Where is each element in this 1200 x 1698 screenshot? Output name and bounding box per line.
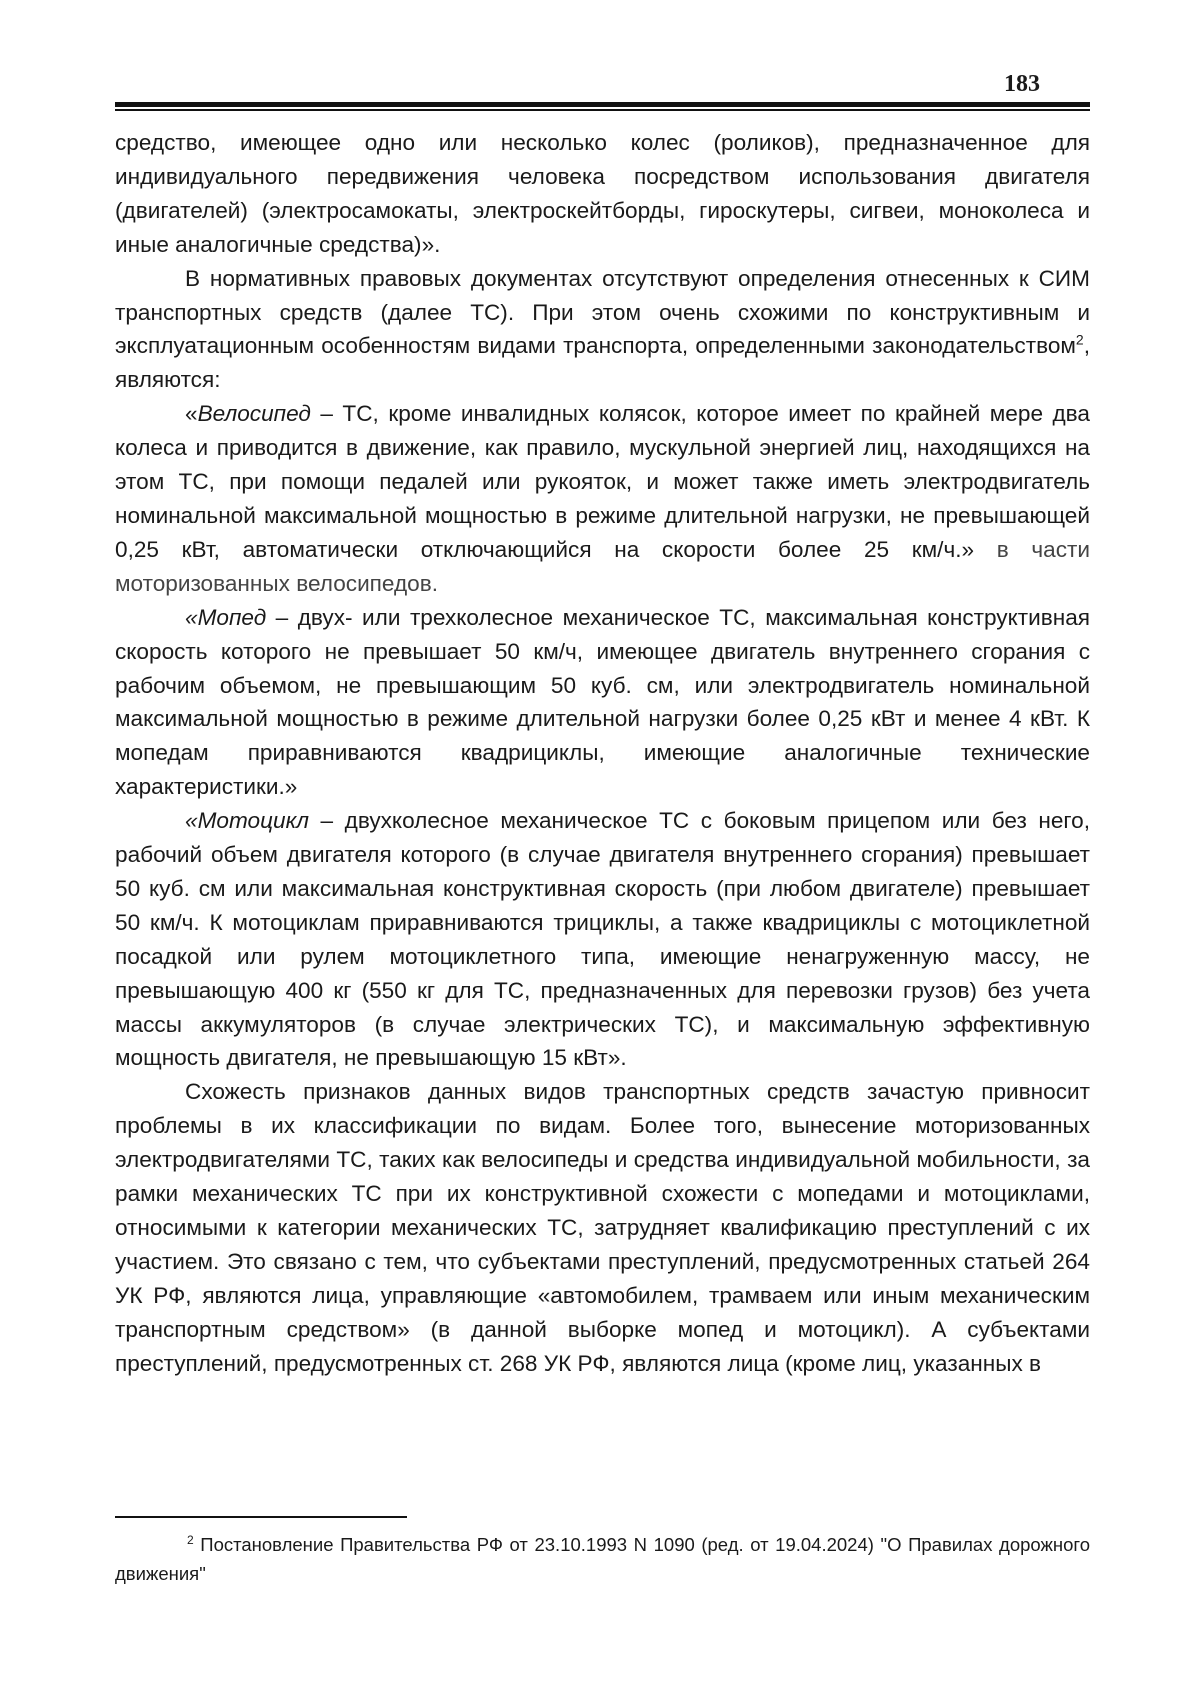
paragraph-motorcycle-definition <box>115 804 1090 1075</box>
footnote-text: Постановление Правительства РФ от 23.10.1993 N 1090 (ред. от 19.04.2024) "О Правилах дорожного движения" <box>115 1534 1090 1584</box>
moped-definition-text: – двух- или трехколесное механическое ТС, максимальная конструктивная скорость которого не превышает 50 км/ч, имеющее двигатель внутреннего сгорания с рабочим объемом, не превышающим 50 куб. см, или электродвигатель номинальной максимальной мощностью в режиме длительной нагрузки более 0,25 кВт и менее 4 кВт. К мопедам приравниваются квадрициклы, имеющие аналогичные технические характеристики.» <box>115 604 1090 800</box>
paragraph-1: средство, имеющее одно или несколько колес (роликов), предназначенное для индивидуального передвижения человека посредством использования двигателя (двигателей) (электросамокаты, электроскейтборды, гироскутеры, сигвеи, моноколеса и иные аналогичные средства)». <box>115 130 1090 257</box>
paragraph-6: Схожесть признаков данных видов транспортных средств зачастую привносит проблемы в их классификации по видам. Более того, вынесение моторизованных электродвигателями ТС, таких как велосипеды и средства индивидуальной мобильности, за рамки механических ТС при их конструктивной схожести с мопедами и мотоциклами, относимыми к категории механических ТС, затрудняет квалификацию преступлений с их участием. Это связано с тем, что субъектами преступлений, предусмотренных статьей 264 УК РФ, являются лица, управляющие «автомобилем, трамваем или иным механическим транспортным средством» (в данной выборке мопед и мотоцикл). А субъектами преступлений, предусмотренных ст. 268 УК РФ, являются лица (кроме лиц, указанных в <box>115 1079 1090 1376</box>
term-motorcycle: «Мотоцикл <box>185 808 309 834</box>
bicycle-note: в части моторизованных велосипедов. <box>115 536 1090 596</box>
footnote <box>115 1530 1090 1588</box>
footnote-reference: 2 <box>1075 331 1084 348</box>
body-text <box>115 126 1090 1381</box>
footnote-separator <box>115 1516 407 1518</box>
bicycle-open-quote: « <box>185 401 198 427</box>
paragraph-moped-definition <box>115 601 1090 804</box>
term-moped: «Мопед <box>185 604 267 630</box>
motorcycle-definition-text: – двухколесное механическое ТС с боковым прицепом или без него, рабочий объем двигателя которого (в случае двигателя внутреннего сгорания) превышает 50 куб. см или максимальная конструктивная скорость (при любом двигателе) превышает 50 км/ч. К мотоциклам приравниваются трициклы, а также квадрициклы с мотоциклетной посадкой или рулем мотоциклетного типа, имеющие ненагруженную массу, не превышающую 400 кг (550 кг для ТС, предназначенных для перевозки грузов) без учета массы аккумуляторов (в случае электрических ТС), и максимальную эффективную мощность двигателя, не превышающую 15 кВт». <box>115 808 1090 1071</box>
paragraph-2-end: , являются: <box>115 333 1090 393</box>
header-rule-secondary <box>115 109 1090 111</box>
paragraph-bicycle-definition <box>115 397 1090 600</box>
term-bicycle: Велосипед <box>197 401 311 427</box>
paragraph-2 <box>115 262 1090 398</box>
page-number: 183 <box>1004 71 1040 97</box>
bicycle-definition-text: – ТС, кроме инвалидных колясок, которое имеет по крайней мере два колеса и приводится в движение, как правило, мускульной энергией лиц, находящихся на этом ТС, при помощи педалей или рукояток, и может также иметь электродвигатель номинальной максимальной мощностью в режиме длительной нагрузки, не превышающей 0,25 кВт, автоматически отключающийся на скорости более 25 км/ч.» <box>115 401 1090 562</box>
paragraph-2-text: В нормативных правовых документах отсутствуют определения отнесенных к СИМ транспортных средств (далее ТС). При этом очень схожими по конструктивным и эксплуатационным особенностям видами транспорта, определенными законодательством <box>115 265 1090 359</box>
footnote-mark: 2 <box>187 1532 194 1547</box>
header-rule <box>115 102 1090 107</box>
